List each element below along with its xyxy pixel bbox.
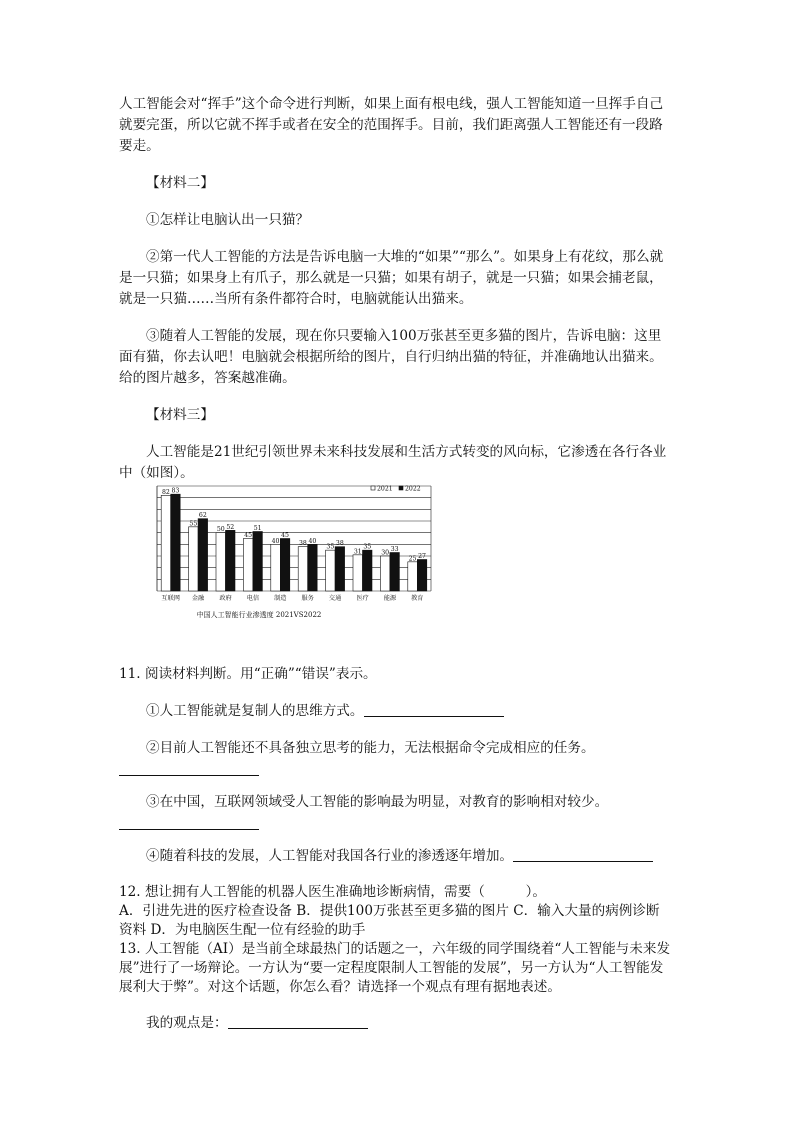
data-label-2022-医疗: 35 (363, 543, 372, 551)
answer-blank-11-2[interactable] (119, 775, 259, 776)
question-11-item-2: ②目前人工智能还不具备独立思考的能力，无法根据命令完成相应的任务。 (146, 740, 595, 756)
data-label-2022-政府: 52 (226, 523, 235, 531)
material2-paragraph-3: ③随着人工智能的发展，现在你只要输入100万张甚至更多猫的图片，告诉电脑：这里面有猫，你去认吧！电脑就会根据所给的图片，自行归纳出猫的特征，并准确地认出猫来。给的图片越多，答案越准确。 (119, 328, 663, 386)
data-label-2021-政府: 50 (216, 526, 225, 534)
material2-title: 【材料二】 (146, 175, 214, 191)
chart-title: 中国人工智能行业渗透度 2021VS2022 (196, 611, 322, 619)
answer-blank-11-3[interactable] (119, 829, 259, 830)
data-label-2022-金融: 62 (198, 512, 207, 520)
legend-label-2022: 2022 (405, 485, 421, 493)
data-label-2022-交通: 38 (335, 540, 344, 548)
data-label-2021-服务: 38 (299, 540, 307, 548)
bar-2022-服务 (308, 544, 318, 591)
bar-2022-金融 (198, 519, 208, 591)
bar-2022-政府 (226, 530, 236, 591)
category-label-能源: 能源 (383, 595, 397, 602)
bar-2021-能源 (380, 556, 390, 591)
legend-label-2021: 2021 (377, 485, 393, 493)
data-label-2021-电信: 45 (244, 532, 253, 539)
question-11: 11. 阅读材料判断。用“正确”“错误”表示。 (119, 666, 377, 682)
bar-2022-医疗 (363, 550, 373, 591)
bar-2021-医疗 (353, 555, 363, 591)
question-11-item-3: ③在中国，互联网领域受人工智能的影响最为明显，对教育的影响相对较少。 (146, 794, 609, 810)
bar-2022-制造 (280, 539, 290, 592)
question-11-item-1-text: ①人工智能就是复制人的思维方式。 (146, 703, 364, 719)
data-label-2021-能源: 30 (381, 549, 390, 557)
intro-paragraph: 人工智能会对“挥手”这个命令进行判断，如果上面有根电线，强人工智能知道一旦挥手自己就要完蛋，所以它就不挥手或者在安全的范围挥手。目前，我们距离强人工智能还有一段路要走。 (119, 96, 664, 154)
legend-swatch-2022 (399, 486, 403, 490)
bar-2022-交通 (335, 547, 345, 591)
question-13-answer-label: 我的观点是： (146, 1015, 228, 1031)
bar-2021-政府 (216, 533, 226, 591)
data-label-2021-金融: 55 (189, 520, 198, 528)
legend-swatch-2021 (371, 486, 375, 490)
answer-blank-13[interactable] (228, 1014, 368, 1029)
answer-blank-11-4[interactable] (513, 847, 653, 862)
bar-2021-服务 (298, 547, 308, 591)
question-13-answer (119, 1013, 671, 1034)
category-label-交通: 交通 (328, 595, 342, 602)
data-label-2022-教育: 27 (418, 553, 426, 560)
bar-2021-教育 (408, 562, 418, 591)
question-11-item-1 (119, 701, 671, 722)
question-12: 12. 想让拥有人工智能的机器人医生准确地诊断病情，需要（ ）。 (119, 884, 546, 900)
category-label-制造: 制造 (274, 595, 287, 602)
chart-svg (153, 479, 435, 625)
data-label-2021-教育: 25 (408, 555, 417, 563)
category-label-电信: 电信 (246, 595, 260, 602)
data-label-2022-电信: 51 (253, 525, 262, 532)
category-label-金融: 金融 (191, 595, 205, 602)
data-label-2022-制造: 45 (281, 532, 289, 539)
question-11-item-4-text: ④随着科技的发展，人工智能对我国各行业的渗透逐年增加。 (146, 848, 514, 864)
question-12-options: A．引进先进的医疗检查设备 B．提供100万张甚至更多猫的图片 C．输入大量的病例诊断资料 D．为电脑医生配一位有经验的助手 (119, 903, 660, 938)
category-label-医疗: 医疗 (356, 595, 369, 602)
data-label-2021-医疗: 31 (353, 548, 362, 556)
bar-2021-电信 (243, 539, 253, 592)
bar-2021-制造 (271, 544, 281, 591)
data-label-2021-交通: 35 (326, 543, 335, 551)
category-label-互联网: 互联网 (161, 595, 180, 602)
answer-blank-11-1[interactable] (364, 702, 504, 717)
industry-penetration-chart (153, 479, 435, 625)
question-11-item-4 (119, 846, 671, 867)
category-label-教育: 教育 (411, 595, 424, 602)
category-label-政府: 政府 (219, 595, 232, 602)
data-label-2022-能源: 33 (390, 546, 399, 553)
data-label-2022-互联网: 83 (171, 487, 180, 495)
bar-2021-交通 (326, 550, 336, 591)
bar-2022-电信 (253, 532, 263, 592)
material2-question: ①怎样让电脑认出一只猫？ (146, 212, 310, 228)
bar-2021-金融 (189, 527, 199, 591)
data-label-2021-制造: 40 (271, 537, 280, 545)
question-13: 13. 人工智能（AI）是当前全球最热门的话题之一，六年级的同学围绕着“人工智能与未来发展”进行了一场辩论。一方认为“要一定程度限制人工智能的发展”，另一方认为“人工智能发展利大于弊”。对这个话题，你怎么看？请选择一个观点有理有据地表述。 (119, 941, 671, 995)
bar-2022-互联网 (171, 494, 181, 591)
data-label-2021-互联网: 82 (162, 488, 170, 496)
data-label-2022-服务: 40 (308, 537, 317, 545)
material3-paragraph: 人工智能是21世纪引领世界未来科技发展和生活方式转变的风向标，它渗透在各行各业中（如图）。 (119, 444, 667, 481)
material2-paragraph-2: ②第一代人工智能的方法是告诉电脑一大堆的“如果”“那么”。如果身上有花纹，那么就是一只猫；如果身上有爪子，那么就是一只猫；如果有胡子，就是一只猫；如果会捕老鼠，就是一只猫……当所有条件都符合时，电脑就能认出猫来。 (119, 249, 664, 307)
material3-title: 【材料三】 (146, 407, 214, 423)
bar-2021-互联网 (161, 495, 171, 591)
bar-2022-能源 (390, 553, 400, 592)
category-label-服务: 服务 (301, 595, 314, 602)
bar-2022-教育 (417, 560, 427, 592)
